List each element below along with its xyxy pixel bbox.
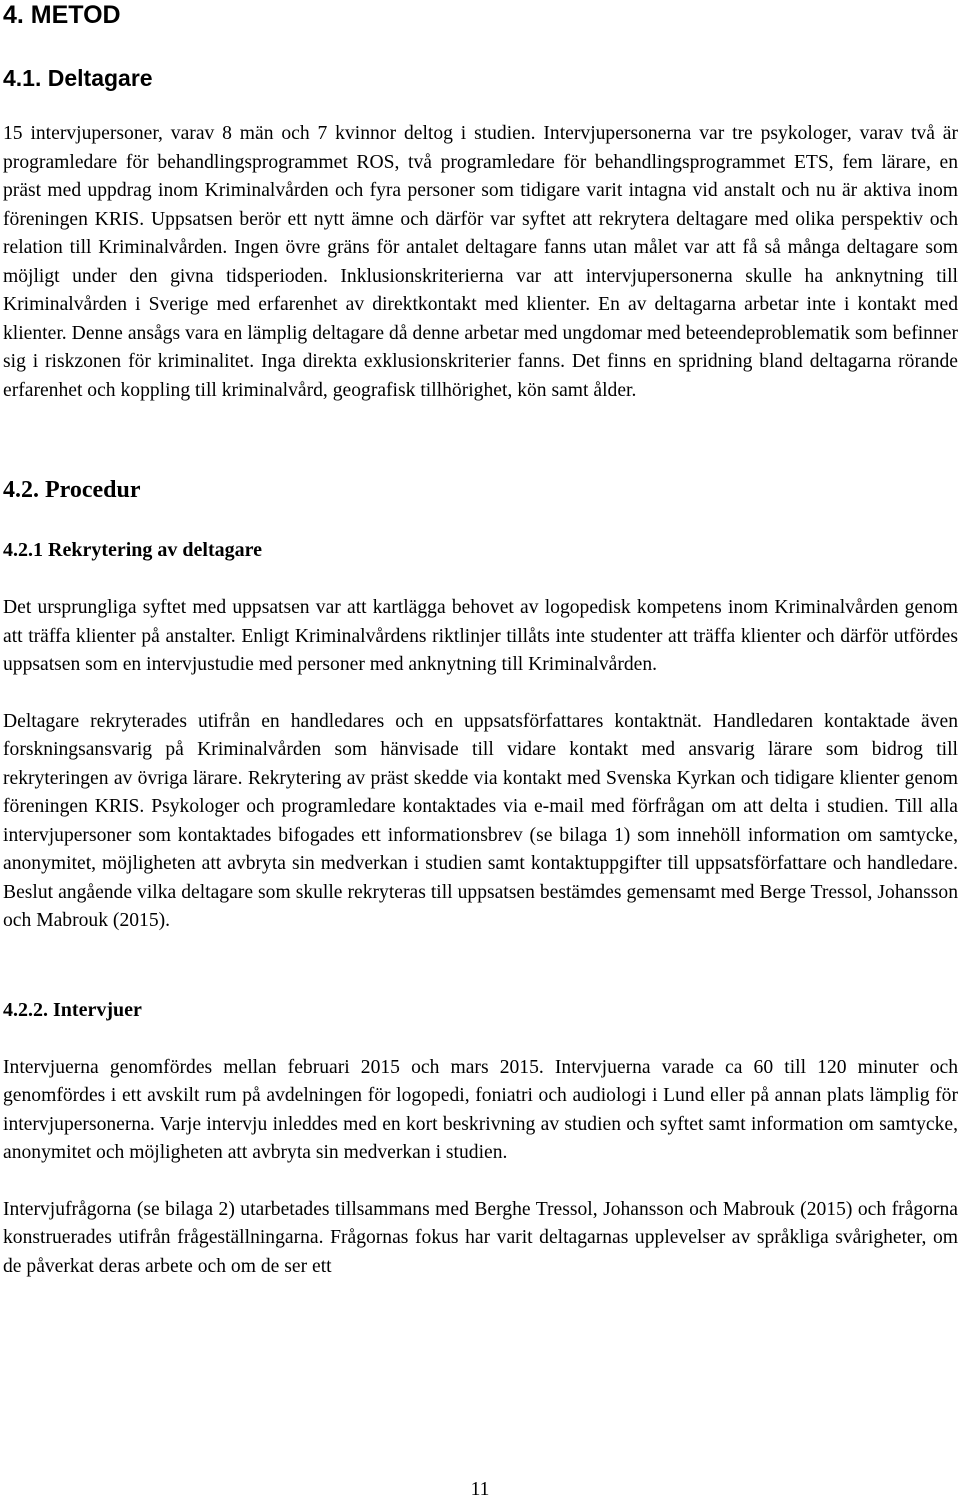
subsection-heading-intervjuer: 4.2.2. Intervjuer	[3, 998, 142, 1021]
page-number: 11	[470, 1479, 490, 1500]
paragraph-rekrytering-2: Deltagare rekryterades utifrån en handledares och en uppsatsförfattares kontaktnät. Handledaren kontaktade även forskningsansvarig på Kriminalvården som hänvisade till vidare kontakt med ansvarig lärare som bidrog till rekryteringen av övriga lärare. Rekrytering av präst skedde via kontakt med Svenska Kyrkan och tidigare klienter genom föreningen KRIS. Psykologer och programledare kontaktades via e-mail med förfrågan om att delta i studien. Till alla intervjupersoner som kontaktades bifogades ett informationsbrev (se bilaga 1) som innehöll information om samtycke, anonymitet, möjligheten att avbryta sin medverkan i studien samt kontaktuppgifter till uppsatsförfattare och handledare. Beslut angående vilka deltagare som skulle rekryteras till uppsatsen bestämdes gemensamt med Berge Tressol, Johansson och Mabrouk (2015).	[3, 710, 958, 931]
paragraph-rekrytering-1: Det ursprungliga syftet med uppsatsen var att kartlägga behovet av logopedisk kompetens inom Kriminalvården genom att träffa klienter på anstalter. Enligt Kriminalvårdens riktlinjer tillåts inte studenter att träffa klienter och därför utfördes uppsatsen som en intervjustudie med personer med anknytning till Kriminalvården.	[3, 597, 958, 675]
section-heading-metod: 4. METOD	[3, 1, 121, 29]
section-heading-procedur: 4.2. Procedur	[3, 477, 141, 503]
paragraph-deltagare: 15 intervjupersoner, varav 8 män och 7 kvinnor deltog i studien. Intervjupersonerna var tre psykologer, varav två är programledare för behandlingsprogrammet ROS, två programledare för behandlingsprogrammet ETS, fem lärare, en präst med uppdrag inom Kriminalvården och fyra personer som tidigare varit intagna vid anstalt och nu är aktiva inom föreningen KRIS. Uppsatsen berör ett nytt ämne och därför var syftet att rekrytera deltagare med olika perspektiv och relation till Kriminalvården. Ingen övre gräns för antalet deltagare fanns utan målet var att få så många deltagare som möjligt under den givna tidsperioden. Inklusionskriterierna var att intervjupersonerna skulle ha anknytning till Kriminalvården i Sverige med erfarenhet av direktkontakt med klienter. En av deltagarna arbetar inte i kontakt med klienter. Denne ansågs vara en lämplig deltagare då denne arbetar med ungdomar med beteendeproblematik som befinner sig i riskzonen för kriminalitet. Inga direkta exklusionskriterier fanns. Det finns en spridning bland deltagarna rörande erfarenhet och koppling till kriminalvård, geografisk tillhörighet, kön samt ålder.	[3, 123, 958, 401]
subsection-heading-rekrytering: 4.2.1 Rekrytering av deltagare	[3, 539, 263, 561]
paragraph-intervjuer-2: Intervjufrågorna (se bilaga 2) utarbetades tillsammans med Berghe Tressol, Johansson och Mabrouk (2015) och frågorna konstruerades utifrån frågeställningarna. Frågornas fokus har varit deltagarnas upplevelser av språkliga svårigheter, om de påverkat deras arbete och om de ser ett	[3, 1198, 958, 1277]
section-heading-deltagare: 4.1. Deltagare	[3, 65, 153, 91]
paragraph-intervjuer-1: Intervjuerna genomfördes mellan februari 2015 och mars 2015. Intervjuerna varade ca 60 till 120 minuter och genomfördes i ett avskilt rum på avdelningen för logopedi, foniatri och audiologi i Lund eller på annan plats lämplig för intervjupersonerna. Varje intervju inleddes med en kort beskrivning av studien och syftet samt information om samtycke, anonymitet och möjligheten att avbryta sin medverkan i studien.	[3, 1056, 958, 1163]
document-page	[3, 0, 958, 1281]
